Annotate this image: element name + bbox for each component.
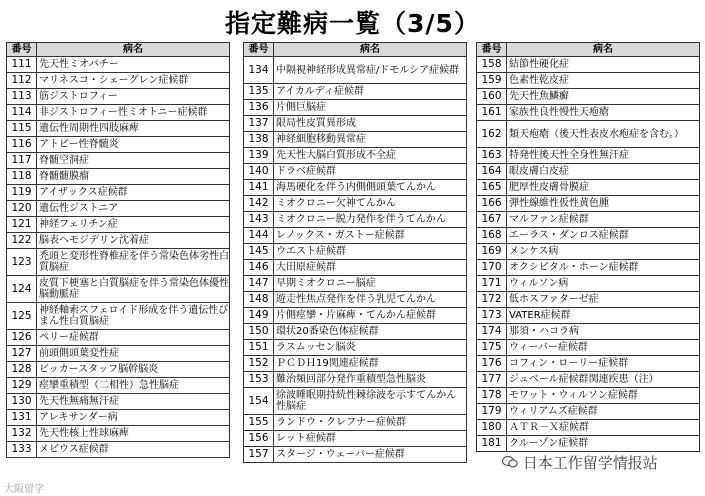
table-row	[7, 73, 230, 89]
table-row	[7, 330, 230, 346]
disease-number: 117	[7, 153, 37, 169]
table-row	[477, 260, 700, 276]
disease-name: 神経軸索スフェロイド形成を伴う遺伝性びまん性白質脳症	[37, 303, 230, 330]
disease-name: マルファン症候群	[507, 212, 700, 228]
disease-name: 低ホスファターゼ症	[507, 292, 700, 308]
table-row	[7, 153, 230, 169]
disease-number: 123	[7, 249, 37, 276]
disease-name: コフィン・ローリー症候群	[507, 356, 700, 372]
disease-name: 肥厚性皮膚骨膜症	[507, 180, 700, 196]
table-row	[7, 442, 230, 458]
table-row	[244, 164, 467, 180]
table-row	[7, 89, 230, 105]
table-row	[7, 137, 230, 153]
table-header-row	[244, 43, 467, 57]
table-row	[244, 340, 467, 356]
table-row	[244, 100, 467, 116]
disease-name: 神経フェリチン症	[37, 217, 230, 233]
table-row	[477, 180, 700, 196]
disease-number: 126	[7, 330, 37, 346]
disease-name: ミオクロニー欠神てんかん	[274, 196, 467, 212]
disease-name: 痙攣重積型（二相性）急性脳症	[37, 378, 230, 394]
disease-name: 環状20番染色体症候群	[274, 324, 467, 340]
disease-number: 167	[477, 212, 507, 228]
disease-number: 148	[244, 292, 274, 308]
table-row	[244, 447, 467, 463]
disease-number: 128	[7, 362, 37, 378]
disease-name: レノックス・ガストー症候群	[274, 228, 467, 244]
table-row	[7, 362, 230, 378]
table-row	[7, 105, 230, 121]
disease-name: 限局性皮質異形成	[274, 116, 467, 132]
disease-name: 早期ミオクロニー脳症	[274, 276, 467, 292]
disease-number: 135	[244, 84, 274, 100]
disease-name: 中隔視神経形成異常症/ドモルシア症候群	[274, 57, 467, 84]
table-row	[477, 356, 700, 372]
table-row	[477, 121, 700, 148]
table-row	[477, 73, 700, 89]
table-row	[244, 57, 467, 84]
column-header-disease: 病名	[507, 43, 700, 57]
disease-name: 色素性乾皮症	[507, 73, 700, 89]
disease-number: 171	[477, 276, 507, 292]
watermark	[500, 452, 660, 473]
disease-number: 154	[244, 388, 274, 415]
disease-name: ウィリアムズ症候群	[507, 404, 700, 420]
table-row	[244, 431, 467, 447]
disease-number: 141	[244, 180, 274, 196]
disease-number: 164	[477, 164, 507, 180]
table-row	[244, 292, 467, 308]
disease-number: 151	[244, 340, 274, 356]
disease-name: アレキサンダー病	[37, 410, 230, 426]
disease-number: 166	[477, 196, 507, 212]
table-row	[7, 169, 230, 185]
disease-name: 脊髄髄膜瘤	[37, 169, 230, 185]
disease-name: 特発性後天性全身性無汗症	[507, 148, 700, 164]
disease-name: 難治頻回部分発作重積型急性脳炎	[274, 372, 467, 388]
corner-watermark: 大阪留学	[4, 484, 44, 495]
table-row	[7, 233, 230, 249]
table-row	[244, 276, 467, 292]
disease-name: 片側巨脳症	[274, 100, 467, 116]
column-header-number: 番号	[477, 43, 507, 57]
disease-number: 143	[244, 212, 274, 228]
table-row	[244, 356, 467, 372]
table-row	[244, 84, 467, 100]
table-row	[244, 196, 467, 212]
table-row	[244, 308, 467, 324]
table-header-row	[477, 43, 700, 57]
page-title: 指定難病一覧（3/5）	[225, 9, 480, 38]
disease-name: ウィーバー症候群	[507, 340, 700, 356]
disease-name: ＡＴＲ－Ｘ症候群	[507, 420, 700, 436]
disease-number: 162	[477, 121, 507, 148]
disease-number: 172	[477, 292, 507, 308]
table-row	[244, 212, 467, 228]
disease-number: 127	[7, 346, 37, 362]
disease-number: 178	[477, 388, 507, 404]
table-row	[477, 212, 700, 228]
disease-name: 結節性硬化症	[507, 57, 700, 73]
table-row	[477, 105, 700, 121]
disease-number: 176	[477, 356, 507, 372]
watermark-text: 日本工作留学情报站	[522, 454, 658, 472]
disease-number: 153	[244, 372, 274, 388]
disease-name: 家族性良性慢性天疱瘡	[507, 105, 700, 121]
disease-number: 129	[7, 378, 37, 394]
column-header-disease: 病名	[274, 43, 467, 57]
table-row	[7, 346, 230, 362]
table-row	[477, 420, 700, 436]
table-header-row	[7, 43, 230, 57]
column-header-disease: 病名	[37, 43, 230, 57]
disease-number: 132	[7, 426, 37, 442]
table-row	[7, 378, 230, 394]
disease-number: 163	[477, 148, 507, 164]
disease-number: 174	[477, 324, 507, 340]
disease-name: アトピー性脊髄炎	[37, 137, 230, 153]
table-row	[477, 164, 700, 180]
table-row	[7, 394, 230, 410]
disease-number: 133	[7, 442, 37, 458]
disease-name: スタージ・ウェーバー症候群	[274, 447, 467, 463]
table-row	[244, 148, 467, 164]
disease-number: 158	[477, 57, 507, 73]
table-row	[477, 308, 700, 324]
disease-number: 130	[7, 394, 37, 410]
disease-number: 168	[477, 228, 507, 244]
disease-name: ミオクロニー脱力発作を伴うてんかん	[274, 212, 467, 228]
table-row	[7, 303, 230, 330]
disease-name: 皮質下梗塞と白質脳症を伴う常染色体優性脳動脈症	[37, 276, 230, 303]
disease-number: 115	[7, 121, 37, 137]
table-row	[477, 148, 700, 164]
table-row	[477, 244, 700, 260]
disease-number: 116	[7, 137, 37, 153]
disease-name: 禿頭と変形性脊椎症を伴う常染色体劣性白質脳症	[37, 249, 230, 276]
table-row	[244, 260, 467, 276]
disease-name: ビッカースタッフ脳幹脳炎	[37, 362, 230, 378]
disease-number: 180	[477, 420, 507, 436]
table-row	[244, 132, 467, 148]
disease-number: 149	[244, 308, 274, 324]
disease-name: 非ジストロフィー性ミオトニー症候群	[37, 105, 230, 121]
disease-number: 112	[7, 73, 37, 89]
disease-name: 前頭側頭葉変性症	[37, 346, 230, 362]
disease-name: 神経細胞移動異常症	[274, 132, 467, 148]
table-row	[244, 372, 467, 388]
disease-number: 140	[244, 164, 274, 180]
disease-number: 145	[244, 244, 274, 260]
table-row	[7, 217, 230, 233]
table-row	[244, 116, 467, 132]
disease-name: マリネスコ・シェーグレン症候群	[37, 73, 230, 89]
disease-number: 121	[7, 217, 37, 233]
column-header-number: 番号	[7, 43, 37, 57]
table-row	[477, 340, 700, 356]
table-row	[477, 404, 700, 420]
disease-number: 169	[477, 244, 507, 260]
table-row	[477, 388, 700, 404]
disease-number: 165	[477, 180, 507, 196]
disease-name: 徐波睡眠期持続性棘徐波を示すてんかん性脳症	[274, 388, 467, 415]
table-row	[7, 410, 230, 426]
disease-name: 筋ジストロフィー	[37, 89, 230, 105]
disease-number: 159	[477, 73, 507, 89]
disease-number: 122	[7, 233, 37, 249]
disease-table-left	[6, 42, 230, 458]
disease-name: 遺伝性ジストニア	[37, 201, 230, 217]
disease-name: 先天性無痛無汗症	[37, 394, 230, 410]
wechat-icon	[502, 454, 518, 466]
disease-table-right	[476, 42, 700, 452]
disease-number: 147	[244, 276, 274, 292]
disease-number: 125	[7, 303, 37, 330]
disease-number: 142	[244, 196, 274, 212]
disease-name: オクシピタル・ホーン症候群	[507, 260, 700, 276]
disease-name: 先天性魚鱗癬	[507, 89, 700, 105]
column-header-number: 番号	[244, 43, 274, 57]
table-row	[7, 426, 230, 442]
table-row	[477, 372, 700, 388]
table-row	[244, 324, 467, 340]
disease-name: ドラベ症候群	[274, 164, 467, 180]
disease-number: 131	[7, 410, 37, 426]
disease-name: 眼皮膚白皮症	[507, 164, 700, 180]
table-row	[244, 180, 467, 196]
table-row	[7, 249, 230, 276]
table-row	[244, 228, 467, 244]
disease-name: アイカルディ症候群	[274, 84, 467, 100]
table-row	[244, 415, 467, 431]
table-row	[7, 57, 230, 73]
disease-name: ペリー症候群	[37, 330, 230, 346]
disease-name: メビウス症候群	[37, 442, 230, 458]
disease-number: 144	[244, 228, 274, 244]
disease-name: ウエスト症候群	[274, 244, 467, 260]
disease-number: 152	[244, 356, 274, 372]
disease-number: 181	[477, 436, 507, 452]
disease-name: 先天性核上性球麻痺	[37, 426, 230, 442]
table-row	[477, 228, 700, 244]
disease-name: 大田原症候群	[274, 260, 467, 276]
disease-number: 177	[477, 372, 507, 388]
disease-name: レット症候群	[274, 431, 467, 447]
disease-table-middle	[243, 42, 467, 463]
disease-name: VATER症候群	[507, 308, 700, 324]
disease-number: 139	[244, 148, 274, 164]
disease-name: 類天疱瘡（後天性表皮水疱症を含む。）	[507, 121, 700, 148]
table-row	[477, 436, 700, 452]
disease-number: 155	[244, 415, 274, 431]
disease-number: 118	[7, 169, 37, 185]
disease-number: 120	[7, 201, 37, 217]
disease-name: モワット・ウィルソン症候群	[507, 388, 700, 404]
disease-number: 113	[7, 89, 37, 105]
disease-number: 170	[477, 260, 507, 276]
table-row	[7, 276, 230, 303]
table-row	[477, 292, 700, 308]
table-row	[477, 196, 700, 212]
disease-number: 156	[244, 431, 274, 447]
table-row	[477, 276, 700, 292]
disease-name: ウィルソン病	[507, 276, 700, 292]
table-row	[7, 185, 230, 201]
disease-name: 那須・ハコラ病	[507, 324, 700, 340]
disease-number: 119	[7, 185, 37, 201]
disease-name: メンケス病	[507, 244, 700, 260]
disease-number: 150	[244, 324, 274, 340]
disease-number: 161	[477, 105, 507, 121]
table-row	[477, 57, 700, 73]
disease-name: ランドウ・クレフナー症候群	[274, 415, 467, 431]
disease-number: 136	[244, 100, 274, 116]
disease-name: 遺伝性周期性四肢麻痺	[37, 121, 230, 137]
disease-number: 173	[477, 308, 507, 324]
disease-name: 片側痙攣・片麻痺・てんかん症候群	[274, 308, 467, 324]
disease-number: 175	[477, 340, 507, 356]
disease-number: 138	[244, 132, 274, 148]
disease-number: 179	[477, 404, 507, 420]
disease-number: 137	[244, 116, 274, 132]
disease-name: エーラス・ダンロス症候群	[507, 228, 700, 244]
disease-name: 弾性線維性仮性黄色腫	[507, 196, 700, 212]
disease-number: 134	[244, 57, 274, 84]
disease-name: 遊走性焦点発作を伴う乳児てんかん	[274, 292, 467, 308]
disease-number: 157	[244, 447, 274, 463]
table-row	[244, 244, 467, 260]
disease-number: 111	[7, 57, 37, 73]
disease-name: クルーゾン症候群	[507, 436, 700, 452]
disease-number: 146	[244, 260, 274, 276]
disease-name: 脊髄空洞症	[37, 153, 230, 169]
disease-number: 160	[477, 89, 507, 105]
disease-name: アイザックス症候群	[37, 185, 230, 201]
disease-name: 先天性大脳白質形成不全症	[274, 148, 467, 164]
disease-name: 脳表ヘモジデリン沈着症	[37, 233, 230, 249]
table-row	[477, 324, 700, 340]
disease-name: 海馬硬化を伴う内側側頭葉てんかん	[274, 180, 467, 196]
disease-name: ＰＣＤＨ19関連症候群	[274, 356, 467, 372]
disease-number: 124	[7, 276, 37, 303]
disease-name: ジュベール症候群関連疾患（注）	[507, 372, 700, 388]
table-row	[7, 121, 230, 137]
table-row	[244, 388, 467, 415]
table-row	[477, 89, 700, 105]
disease-name: ラスムッセン脳炎	[274, 340, 467, 356]
disease-number: 114	[7, 105, 37, 121]
disease-name: 先天性ミオパチー	[37, 57, 230, 73]
table-row	[7, 201, 230, 217]
